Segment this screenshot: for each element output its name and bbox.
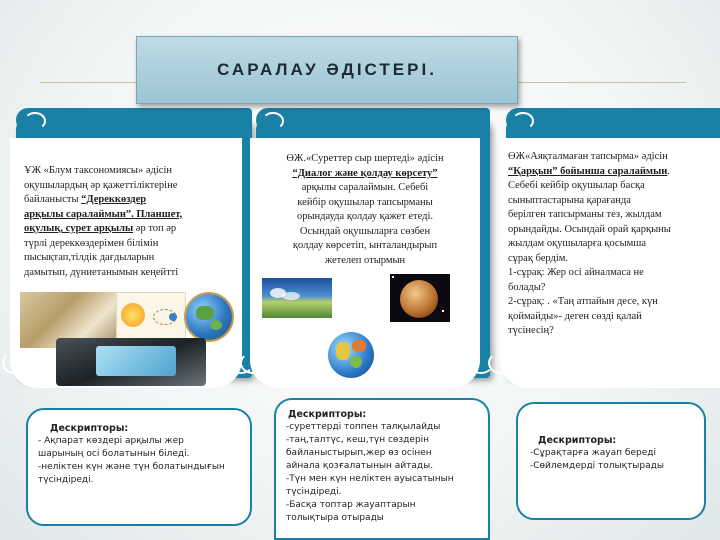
col1-line-post: әр топ әр bbox=[133, 223, 177, 234]
col1-line bbox=[24, 193, 236, 208]
col2-line: арқылы саралаймын. Себебі bbox=[301, 182, 429, 193]
scroll-3-top-roll bbox=[506, 108, 720, 132]
decor-line-right bbox=[516, 82, 686, 83]
descriptor-title: Дескрипторы: bbox=[538, 435, 617, 446]
col1-text bbox=[24, 164, 236, 280]
scroll-2-top-roll bbox=[256, 108, 490, 132]
col3-line: 1-сұрақ: Жер осі айналмаса не bbox=[508, 267, 644, 278]
title-banner bbox=[136, 36, 518, 104]
descriptor-line: -таң,талтүс, кеш,түн сөздерін bbox=[286, 435, 430, 445]
scroll-3-bottom-curl-icon bbox=[488, 352, 514, 374]
descriptor-line: -Басқа топтар жауаптарын bbox=[286, 500, 416, 510]
col1-line-underlined: оқулық, сурет арқылы bbox=[24, 223, 134, 234]
col3-line: қоймайды»- деген сөзді қалай bbox=[508, 310, 642, 322]
descriptor-line: шарының осі болатынын біледі. bbox=[38, 449, 190, 459]
descriptor-box-3 bbox=[516, 402, 706, 520]
descriptor-title: Дескрипторы: bbox=[288, 409, 367, 420]
col3-line: сыныптастарына қарағанда bbox=[508, 194, 631, 206]
scroll-1-top-roll bbox=[16, 108, 252, 132]
descriptor-line: -неліктен күн және түн болатындығын bbox=[38, 462, 225, 472]
col3-line: Себебі кейбір оқушылар басқа bbox=[508, 180, 645, 191]
col3-line: жылдам оқушыларға қосымша bbox=[508, 238, 647, 249]
col1-line: түрлі дереккөздерімен білімін bbox=[24, 237, 159, 249]
descriptor-line: байланыстырып,жер өз осінен bbox=[286, 448, 432, 458]
scroll-3-curl-icon bbox=[512, 112, 534, 130]
col3-line bbox=[508, 165, 718, 180]
col1-line: пысықтап,тілдік дағдыларын bbox=[24, 252, 155, 263]
col1-line bbox=[24, 222, 236, 237]
sun-earth-diagram bbox=[116, 292, 186, 340]
col2-line: жетелеп отырмын bbox=[324, 254, 406, 266]
col2-line: Осындай оқушыларға сөзбен bbox=[299, 225, 431, 237]
descriptor-title: Дескрипторы: bbox=[50, 423, 129, 434]
col3-line-post: . bbox=[667, 165, 670, 177]
descriptor-box-1 bbox=[26, 408, 252, 526]
descriptor-line: - Ақпарат көздері арқылы жер bbox=[38, 436, 184, 446]
scroll-1-curl-icon bbox=[24, 112, 46, 130]
col2-line: орындауда қолдау қажет етеді. bbox=[296, 211, 434, 222]
col3-line: сұрақ бердім. bbox=[508, 252, 569, 264]
page-title: САРАЛАУ ӘДІСТЕРІ. bbox=[217, 60, 437, 79]
descriptor-line: толықтыра отырады bbox=[286, 513, 384, 523]
descriptor-line: -Сөйлемдерді толықтырады bbox=[530, 461, 664, 471]
scroll-2-bottom-curl-icon bbox=[240, 352, 266, 374]
planet-photo bbox=[390, 274, 450, 322]
col1-line-pre: байланысты bbox=[24, 194, 82, 205]
col3-line: берілген тапсырманы тез, жылдам bbox=[508, 209, 662, 220]
col3-line-underlined: “Қарқын” бойынша саралаймын bbox=[508, 165, 668, 177]
col2-line: қолдау көрсетіп, ынталандырып bbox=[292, 240, 438, 251]
scroll-2-curl-icon bbox=[262, 112, 284, 130]
col2-text bbox=[254, 152, 476, 268]
col3-line: ӨЖ«Аяқталмаған тапсырма» әдісін bbox=[508, 151, 668, 162]
tablet-photo bbox=[56, 338, 206, 386]
descriptor-line: түсіндіреді. bbox=[286, 487, 342, 497]
col1-line: дамытып, дүниетанымын кеңейтті bbox=[24, 266, 179, 278]
landscape-photo bbox=[262, 278, 332, 318]
col1-line-underlined: “Дереккөздер bbox=[81, 194, 147, 205]
col1-line: оқушылардың әр қажеттіліктеріне bbox=[24, 179, 178, 191]
col2-line: кейбір оқушылар тапсырманы bbox=[297, 196, 433, 208]
col3-line: болады? bbox=[508, 281, 546, 293]
decor-line-left bbox=[40, 82, 140, 83]
descriptor-line: -суреттерді топпен талқылайды bbox=[286, 422, 441, 432]
world-globe-photo bbox=[328, 332, 374, 378]
globe-photo bbox=[186, 294, 232, 340]
descriptor-box-2 bbox=[274, 398, 490, 540]
descriptor-line: -Сұрақтарға жауап береді bbox=[530, 448, 656, 458]
col2-line: ӨЖ.«Суреттер сыр шертеді» әдісін bbox=[286, 153, 444, 164]
scroll-1-bottom-curl-icon bbox=[2, 352, 28, 374]
descriptor-line: түсіндіреді. bbox=[38, 475, 94, 485]
col1-line-underlined: арқылы саралаймын”. Планшет, bbox=[24, 208, 183, 220]
col1-line: ҰЖ «Блум таксономиясы» әдісін bbox=[24, 165, 172, 176]
col3-text bbox=[508, 150, 718, 339]
col3-line: орындайды. Осындай орай қарқыны bbox=[508, 223, 671, 235]
descriptor-line: айнала қозғалатынын айтады. bbox=[286, 461, 434, 471]
col2-line-underlined: “Диалог және қолдау көрсету” bbox=[292, 167, 438, 179]
descriptor-line: -Түн мен күн неліктен ауысатынын bbox=[286, 474, 454, 484]
col3-line: түсінесің? bbox=[508, 325, 554, 336]
col3-line: 2-сұрақ: . «Таң атпайын десе, күн bbox=[508, 296, 658, 307]
